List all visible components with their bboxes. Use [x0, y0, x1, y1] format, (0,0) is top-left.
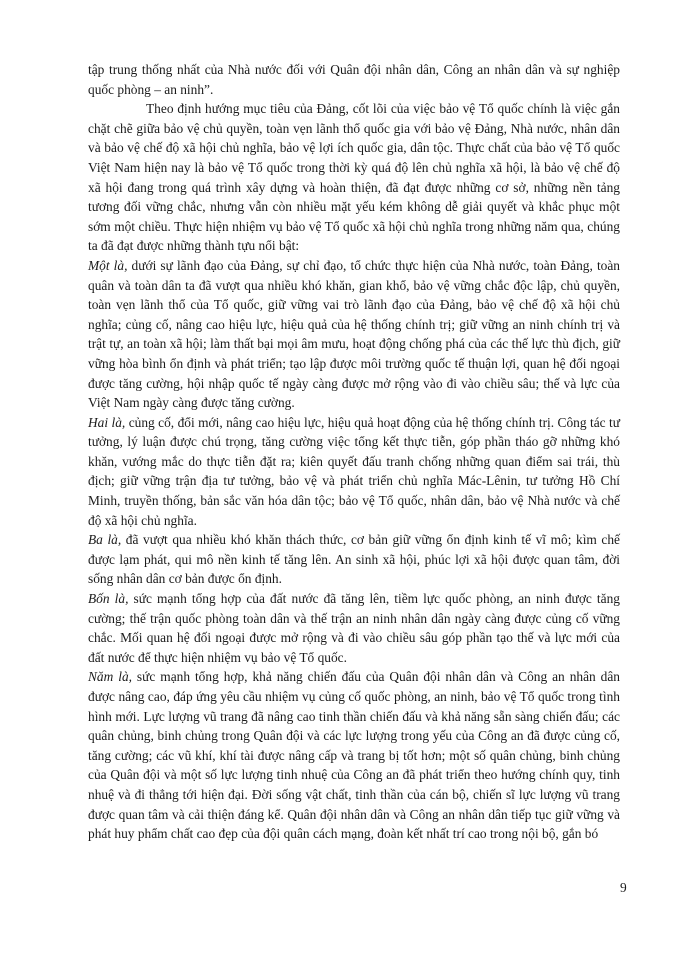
paragraph-continuation: [88, 60, 620, 99]
paragraph-text: sức mạnh tổng hợp của đất nước đã tăng lên, tiềm lực quốc phòng, an ninh được tăng cường; thế trận quốc phòng toàn dân và thế trận an ninh nhân dân ngày càng được củng cố vững chắc. Mối quan hệ đối ngoại được mở rộng và đi vào chiều sâu góp phần tạo thế và lực mới của đất nước để thực hiện nhiệm vụ bảo vệ Tổ quốc.: [88, 591, 620, 665]
paragraph-text: củng cố, đổi mới, nâng cao hiệu lực, hiệu quả hoạt động của hệ thống chính trị. Công tác tư tưởng, lý luận được chú trọng, tăng cường việc tổng kết thực tiễn, góp phần tháo gỡ những khó khăn, vướng mắc do thực tiễn đặt ra; kiên quyết đấu tranh chống những quan điểm sai trái, thù địch; giữ vững trận địa tư tưởng, bảo vệ và phát triển chủ nghĩa Mác-Lênin, tư tưởng Hồ Chí Minh, truyền thống, bản sắc văn hóa dân tộc; bảo vệ Tổ quốc, nhân dân, bảo vệ Nhà nước và chế độ xã hội chủ nghĩa.: [88, 414, 620, 528]
paragraph-lead: Bốn là,: [88, 591, 129, 607]
paragraph-lead: Ba là,: [88, 532, 122, 548]
paragraph-text: sức mạnh tổng hợp, khả năng chiến đấu của Quân đội nhân dân và Công an nhân dân được nâng cao, đáp ứng yêu cầu nhiệm vụ củng cố quốc phòng, an ninh, bảo vệ Tổ quốc trong tình hình mới. Lực lượng vũ trang đã nâng cao tinh thần chiến đấu và khả năng sẵn sàng chiến đấu; các quân chủng, binh chủng trong Quân đội và các lực lượng trong yếu của Công an đã được củng cố, tăng cường; các vũ khí, khí tài được nâng cấp và trang bị tốt hơn; một số quân chủng, binh chủng của Quân đội và một số lực lượng tinh nhuệ của Công an đã phát triển theo hướng chính quy, tinh nhuệ và đi thẳng tới hiện đại. Đời sống vật chất, tinh thần của cán bộ, chiến sĩ lực lượng vũ trang được quan tâm và cải thiện đáng kể. Quân đội nhân dân và Công an nhân dân tiếp tục giữ vững và phát huy phẩm chất cao đẹp của đội quân cách mạng, đoàn kết nhất trí cao trong nội bộ, gắn bó: [88, 669, 620, 842]
paragraph-achievement-3: [88, 530, 620, 589]
paragraph-achievement-4: [88, 589, 620, 667]
paragraph-lead: Một là,: [88, 257, 128, 273]
paragraph-text: tập trung thống nhất của Nhà nước đối với Quân đội nhân dân, Công an nhân dân và sự nghiệp quốc phòng – an ninh”.: [88, 62, 620, 97]
paragraph-lead: Hai là,: [88, 414, 126, 430]
paragraph-achievement-2: [88, 413, 620, 531]
document-body: [88, 60, 620, 844]
paragraph-lead: Năm là,: [88, 669, 132, 685]
paragraph-text: đã vượt qua nhiều khó khăn thách thức, cơ bản giữ vững ổn định kinh tế vĩ mô; kìm chế được lạm phát, qui mô nền kinh tế tăng lên. An sinh xã hội, phúc lợi xã hội được quan tâm, đời sống nhân dân cơ bản được ổn định.: [88, 532, 620, 587]
paragraph-orientation: [88, 99, 620, 256]
paragraph-text: Theo định hướng mục tiêu của Đảng, cốt lõi của việc bảo vệ Tổ quốc chính là việc gắn chặt chẽ giữa bảo vệ chủ quyền, toàn vẹn lãnh thổ quốc gia với bảo vệ Đảng, Nhà nước, nhân dân và bảo vệ chế độ xã hội chủ nghĩa, bảo vệ lợi ích quốc gia, dân tộc. Thực chất của bảo vệ Tổ quốc Việt Nam hiện nay là bảo vệ Tổ quốc trong thời kỳ quá độ lên chủ nghĩa xã hội, là bảo vệ chế độ xã hội đang trong quá trình xây dựng và hoàn thiện, đã đạt được những cơ sở, những nền tảng tương đối vững chắc, nhưng vẫn còn nhiều mặt yếu kém không dễ giải quyết và khắc phục một sớm một chiều. Thực hiện nhiệm vụ bảo vệ Tổ quốc xã hội chủ nghĩa trong những năm qua, chúng ta đã đạt được những thành tựu nổi bật:: [88, 101, 620, 254]
paragraph-text: dưới sự lãnh đạo của Đảng, sự chỉ đạo, tổ chức thực hiện của Nhà nước, toàn Đảng, toàn quân và toàn dân ta đã vượt qua nhiều khó khăn, gian khổ, bảo vệ vững chắc độc lập, chủ quyền, toàn vẹn lãnh thổ của Tổ quốc, giữ vững vai trò lãnh đạo của Đảng, bảo vệ chế độ xã hội chủ nghĩa; củng cố, nâng cao hiệu lực, hiệu quả của hệ thống chính trị; giữ vững an ninh chính trị và trật tự, an toàn xã hội; làm thất bại mọi âm mưu, hoạt động chống phá của các thế lực thù địch, giữ vững hòa bình ổn định và phát triển; tạo lập được môi trường quốc tế thuận lợi, quan hệ đối ngoại được tăng cường, hội nhập quốc tế ngày càng được mở rộng vào đi vào chiều sâu; thế và lực của Việt Nam ngày càng được tăng cường.: [88, 257, 620, 411]
paragraph-achievement-1: [88, 256, 620, 413]
paragraph-achievement-5: [88, 667, 620, 843]
page-number: 9: [620, 880, 627, 895]
